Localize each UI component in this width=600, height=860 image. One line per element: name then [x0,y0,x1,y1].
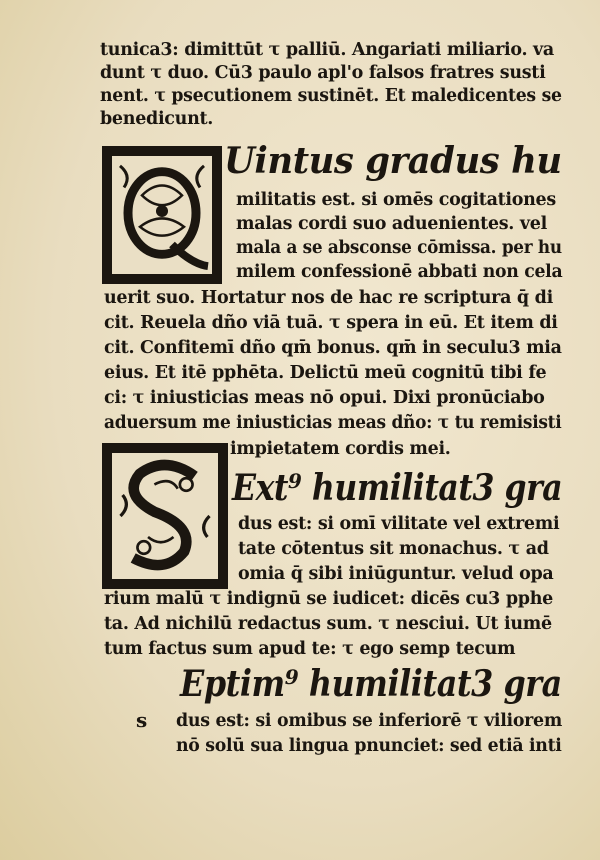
text-line: milem confessionē abbati non cela [236,262,563,282]
guide-letter: s [136,708,148,732]
text-line: dunt τ duo. Cū3 paulo apl'o falsos fratres susti [100,63,546,83]
initial-s-ornament-icon [112,453,218,579]
section-heading-fifth: Uintus gradus hu [224,140,562,182]
text-line: cit. Reuela dño viā tuā. τ spera in eū. Et item di [104,313,558,333]
text-line: rium malū τ indignū se iudicet: dicēs cu3 pphe [104,589,553,609]
text-line: ta. Ad nichilū redactus sum. τ nesciui. Ut iumē [104,614,552,634]
text-line: uerit suo. Hortatur nos de hac re scriptura q̄ di [104,288,553,308]
text-line: nō solū sua lingua pnunciet: sed etiā inti [176,736,562,756]
text-line: dus est: si omī vilitate vel extremi [238,514,560,534]
text-line: tate cōtentus sit monachus. τ ad [238,539,549,559]
text-line: benedicunt. [100,109,214,129]
text-line: nent. τ psecutionem sustinēt. Et maledicentes se [100,86,562,106]
decorated-initial-s [102,443,228,589]
text-line: tunica3: dimittūt τ palliū. Angariati miliario. va [100,40,554,60]
text-line: tum factus sum apud te: τ ego semp tecum [104,639,516,659]
text-line: mala a se absconse cōmissa. per hu [236,238,562,258]
text-line: aduersum me iniusticias meas dño: τ tu remisisti [104,413,562,433]
initial-q-ornament-icon [112,156,212,274]
text-line: militatis est. si omēs cogitationes [236,190,556,210]
text-line: omia q̄ sibi iniūguntur. velud opa [238,564,554,584]
text-line: cit. Confitemī dño qm̄ bonus. qm̄ in seculu3 mia [104,338,562,358]
text-line: impietatem cordis mei. [230,439,451,459]
text-line: ci: τ iniusticias meas nō opui. Dixi pronūciabo [104,388,545,408]
section-heading-sixth: Ext⁹ humilitat3 gra [232,467,563,509]
text-line: eius. Et itē pphēta. Delictū meū cognitū tibi fe [104,363,547,383]
section-heading-seventh: Eptim⁹ humilitat3 gra [180,663,562,705]
text-line: malas cordi suo aduenientes. vel [236,214,547,234]
decorated-initial-q [102,146,222,284]
text-line: dus est: si omibus se inferiorē τ viliorem [176,711,562,731]
